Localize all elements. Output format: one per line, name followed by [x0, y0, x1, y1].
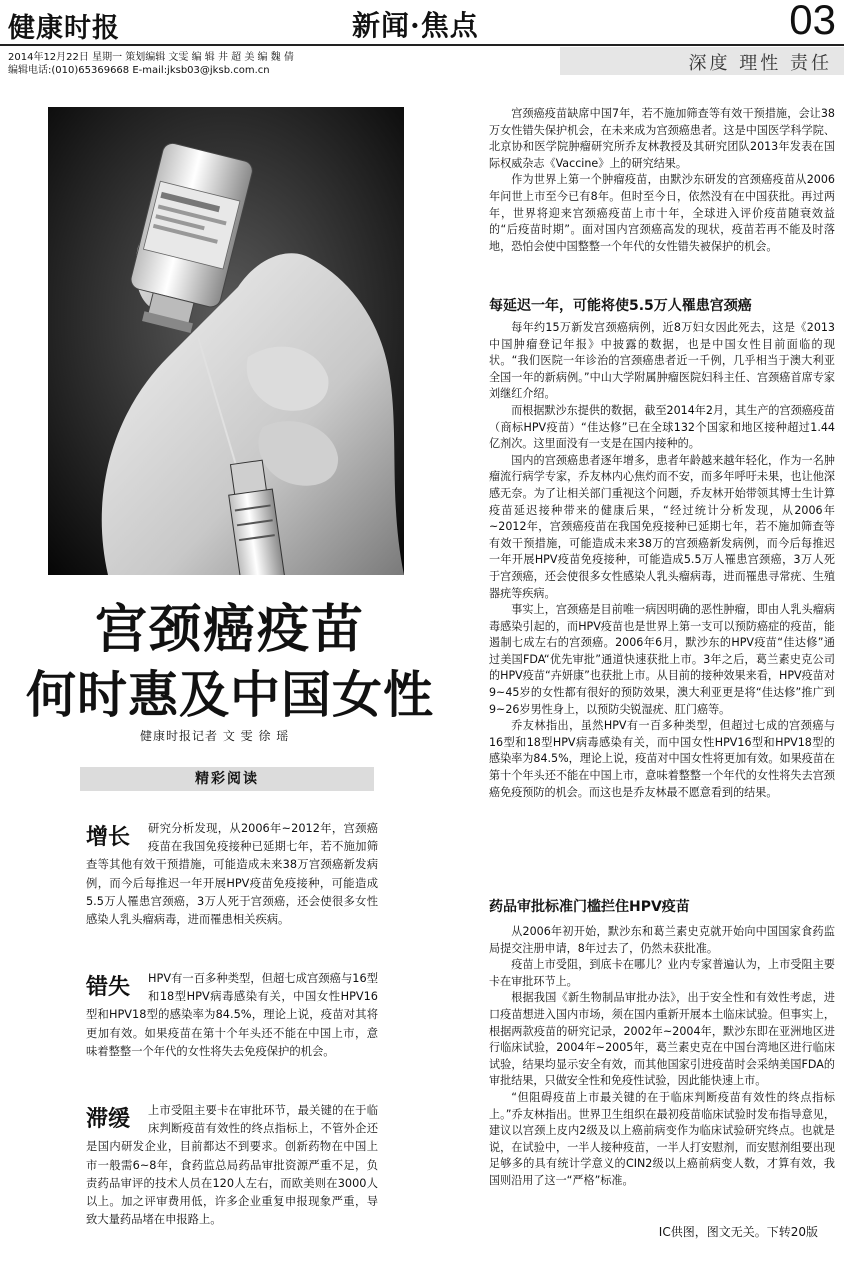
byline: 健康时报记者 文 雯 徐 瑶 — [140, 729, 290, 743]
highlight-text: 上市受阻主要卡在审批环节，最关键的在于临床判断疫苗有效性的终点指标上，不管外企还是国内研发企业，目前都达不到要求。创新药物在中国上市一般需6~8年，食药监总局药品审批资源严重不足，负责药品审评的技术人员在120人左右，而欧美则在3000人以上。加之评审费用低，许多企业重复申报现象严重，导致大量药品堵在申报路上。 — [86, 1104, 378, 1227]
paragraph: “但阻碍疫苗上市最关键的在于临床判断疫苗有效性的终点指标上。”乔友林指出。世界卫生组织在最初疫苗临床试验时发布指导意见，建议以宫颈上皮内2级及以上癌前病变作为临床试验研究终点。也就是说，在试验中，一半人接种疫苗，一半人打安慰剂，而安慰剂组要出现足够多的具有统计学意义的CIN2级以上癌前病变人数，才算有效，我国则沿用了这一“严格”标准。 — [489, 1090, 835, 1187]
headline-line-1: 宫颈癌疫苗 — [94, 599, 365, 660]
paragraph: 国内的宫颈癌患者逐年增多，患者年龄越来越年轻化，作为一名肿瘤流行病学专家，乔友林内心焦灼而不安，而多年呼吁未果，也让他深感无奈。为了让相关部门重视这个问题，乔友林开始带领其博士生计算疫苗延迟接种带来的健康后果，“经过统计分析发现，从2006年~2012年，宫颈癌疫苗在我国免疫接种已延期七年，若不施加筛查等有效干预措施，可能造成未来38万的宫颈癌新发病例，而今后每推迟一年开展HPV疫苗免疫接种，可能造成5.5万人罹患宫颈癌，3万人死于宫颈癌，还会使很多女性感染人乳头瘤病毒，进而罹患寻常疣、生殖器疣等疾病。 — [489, 453, 835, 600]
paragraph: 从2006年初开始，默沙东和葛兰素史克就开始向中国国家食药监局提交注册申请，8年过去了，仍然未获批准。 — [489, 925, 835, 955]
highlight-delay — [86, 1102, 378, 1229]
paragraph: 事实上，宫颈癌是目前唯一病因明确的恶性肿瘤，即由人乳头瘤病毒感染引起的，而HPV疫苗也是世界上第一支可以预防癌症的疫苗，能遏制七成左右的宫颈癌。2006年6月，默沙东的HPV疫苗“佳达修”通过美国FDA“优先审批”通道快速获批上市。3年之后，葛兰素史克公司的HPV疫苗“卉妍康”也获批上市。从目前的接种效果来看，HPV疫苗对9~45岁的女性都有很好的预防效果，澳大利亚更是将“佳达修”推广到9~26岁男性身上，以预防尖锐湿疣、肛门癌等。 — [489, 603, 835, 716]
paragraph: 乔友林指出，虽然HPV有一百多种类型，但超过七成的宫颈癌与16型和18型HPV病毒感染有关，而中国女性HPV16型和HPV18型的感染率为84.5%，理论上说，疫苗对中国女性将更加有效。如果疫苗在第十个年头还不能在中国上市，意味着整整一个年代的女性将失去宫颈癌免疫预防的机会。而这也是乔友林最不愿意看到的结果。 — [489, 719, 835, 799]
highlight-key: 滞缓 — [86, 1106, 131, 1132]
section-title: 新闻·焦点 — [352, 9, 479, 42]
paragraph: 根据我国《新生物制品审批办法》，出于安全性和有效性考虑，进口疫苗想进入国内市场，须在国内重新开展本土临床试验。但事实上，根据两款疫苗的研究记录，2002年~2004年，默沙东即在亚洲地区进行临床试验，2004年~2005年，葛兰素史克在中国台湾地区进行临床试验，结果均显示安全有效，而其他国家引进疫苗时会采纳美国FDA的审批结果，只做安全性和免疫性试验，因此能快速上市。 — [489, 991, 835, 1088]
contact-line: 编辑电话:(010)65369668 E-mail:jksb03@jksb.com.cn — [8, 65, 270, 76]
section1-title: 每延迟一年，可能将使5.5万人罹患宫颈癌 — [489, 298, 752, 314]
highlight-growth — [86, 820, 378, 929]
highlight-key: 增长 — [86, 824, 131, 850]
paragraph: 作为世界上第一个肿瘤疫苗，由默沙东研发的宫颈癌疫苗从2006年问世上市至今已有8年。但时至今日，依然没有在中国获批。再过两年，世界将迎来宫颈癌疫苗上市十年，全球进入评价疫苗随衰效益的“后疫苗时期”。面对国内宫颈癌高发的现状，疫苗若再不能及时落地，恐怕会使中国整整一个年代的女性错失被保护的机会。 — [489, 173, 835, 253]
headline-line-2: 何时惠及中国女性 — [26, 665, 434, 724]
article-section2 — [489, 924, 835, 1190]
highlight-key: 错失 — [86, 974, 131, 1000]
highlight-text: 研究分析发现，从2006年~2012年，宫颈癌疫苗在我国免疫接种已延期七年，若不施加筛查等其他有效干预措施，可能造成未来38万宫颈癌新发病例，而今后每推迟一年开展HPV疫苗免疫接种，可能造成5.5万人罹患宫颈癌，3万人死于宫颈癌，还会使很多女性感染人乳头瘤病毒，进而罹患相关疾病。 — [86, 822, 378, 927]
header-rule — [0, 44, 844, 46]
vaccine-syringe-photo — [48, 107, 404, 575]
highlight-text: HPV有一百多种类型，但超七成宫颈癌与16型和18型HPV病毒感染有关，中国女性HPV16型和HPV18型的感染率为84.5%，理论上说，疫苗对其将更加有效。如果疫苗在第十个年头还不能在中国上市，意味着整整一个年代的女性将失去免疫保护的机会。 — [86, 972, 378, 1058]
paragraph: 宫颈癌疫苗缺席中国7年，若不施加筛查等有效干预措施，会让38万女性错失保护机会，在未来成为宫颈癌患者。这是中国医学科学院、北京协和医学院肿瘤研究所乔友林教授及其研究团队2013年发表在国际权威杂志《Vaccine》上的研究结果。 — [489, 107, 835, 170]
article-section1 — [489, 320, 835, 801]
section2-title: 药品审批标准门槛拦住HPV疫苗 — [489, 899, 690, 915]
paragraph: 每年约15万新发宫颈癌病例，近8万妇女因此死去，这是《2013中国肿瘤登记年报》中披露的数据，也是中国女性目前面临的现状。“我们医院一年诊治的宫颈癌患者近一千例，几乎相当于澳大利亚全国一年的新病例。”中山大学附属肿瘤医院妇科主任、宫颈癌首席专家刘继红介绍。 — [489, 321, 835, 401]
slogan: 深度 理性 责任 — [688, 53, 832, 74]
photo-credit: IC供图，图文无关。下转20版 — [658, 1225, 818, 1239]
paragraph: 而根据默沙东提供的数据，截至2014年2月，其生产的宫颈癌疫苗（商标HPV疫苗）“佳达修”已在全球132个国家和地区接种超过1.44亿剂次。这里面没有一支是在国内接种的。 — [489, 403, 835, 451]
article-intro — [489, 106, 835, 255]
highlight-missed — [86, 970, 378, 1061]
paragraph: 疫苗上市受阻，到底卡在哪儿？业内专家普遍认为，上市受阻主要卡在审批环节上。 — [489, 958, 835, 988]
date-editors-line: 2014年12月22日 星期一 策划编辑 文雯 编 辑 井 超 美 编 魏 倩 — [8, 52, 294, 63]
page-number: 03 — [789, 0, 836, 43]
newspaper-logo: 健康时报 — [8, 13, 120, 44]
highlights-title: 精彩阅读 — [80, 767, 374, 791]
